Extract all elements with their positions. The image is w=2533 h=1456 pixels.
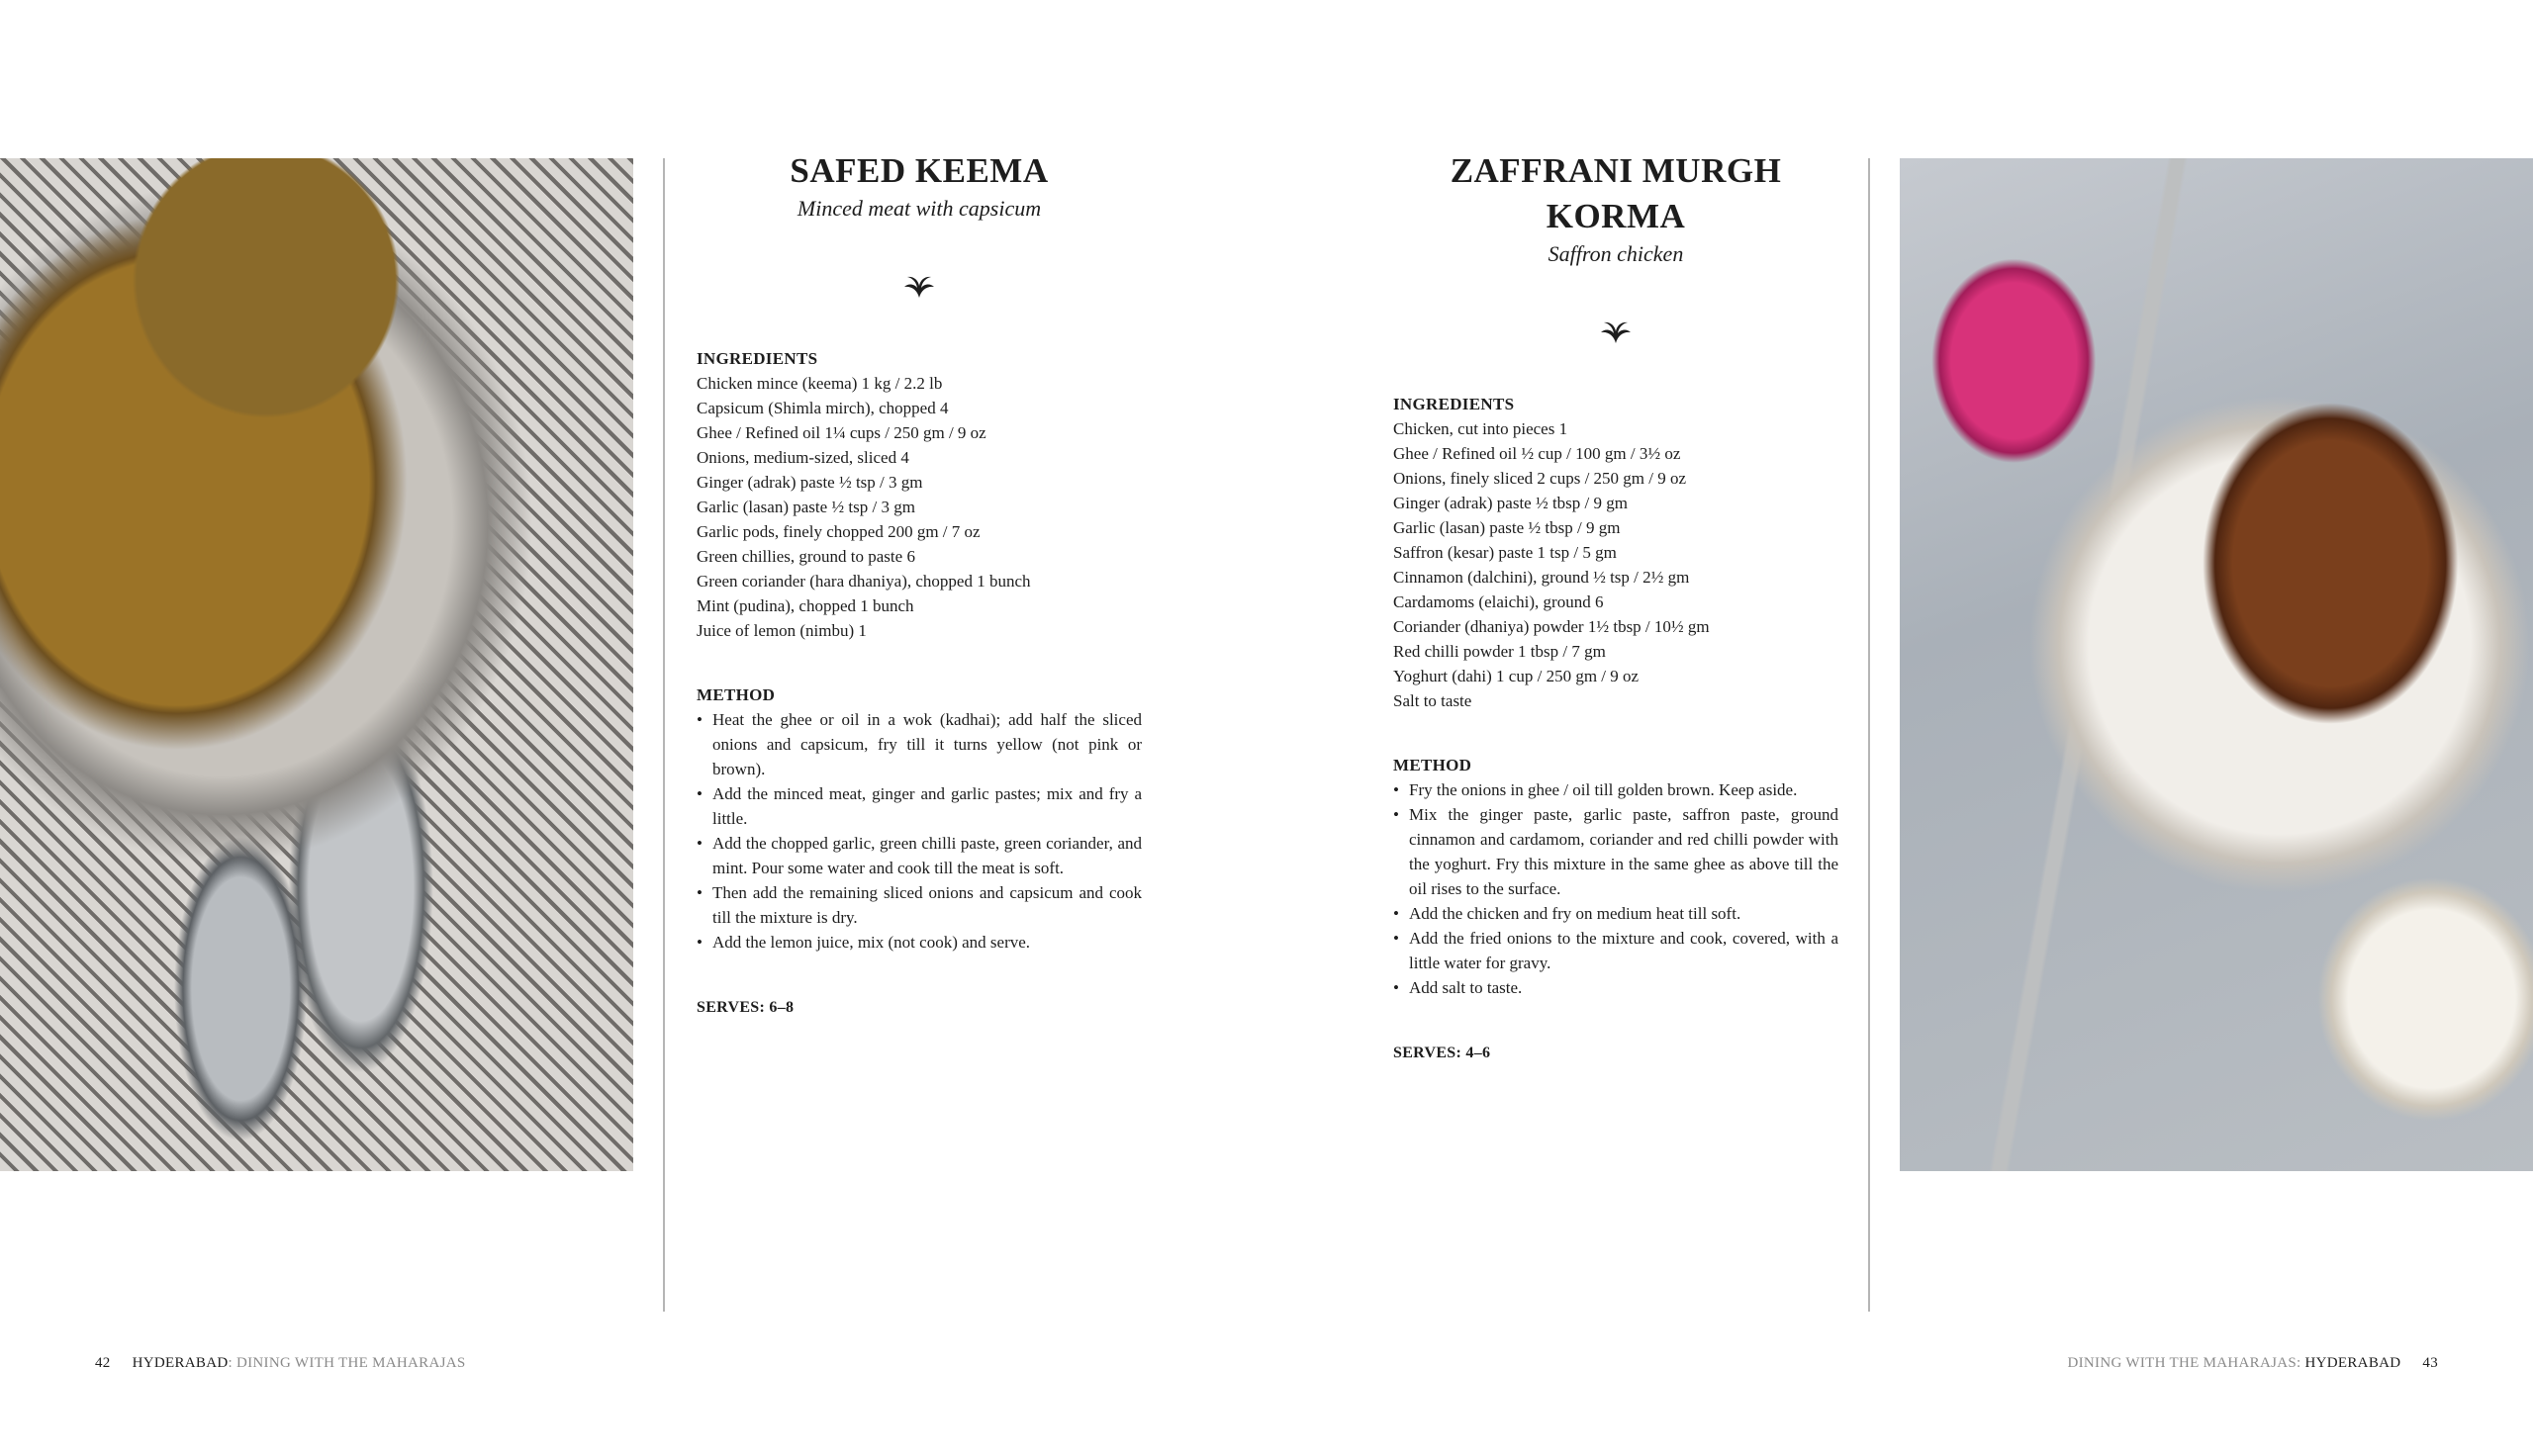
page-number: 43: [2422, 1355, 2438, 1371]
method-heading: METHOD: [697, 685, 776, 704]
ingredient-item: Ghee / Refined oil 1¼ cups / 250 gm / 9 oz: [697, 423, 986, 442]
recipe-title: ZAFFRANI MURGH KORMA: [1450, 151, 1782, 235]
fleuron-icon: [1393, 317, 1838, 356]
photo-safed-keema: [0, 158, 633, 1171]
footer-left: [95, 1355, 466, 1372]
ingredient-item: Yoghurt (dahi) 1 cup / 250 gm / 9 oz: [1393, 667, 1640, 685]
method-steps: [1393, 777, 1838, 1000]
ingredient-item: Green coriander (hara dhaniya), chopped 1 bunch: [697, 572, 1031, 591]
ingredient-item: Garlic (lasan) paste ½ tbsp / 9 gm: [1393, 518, 1621, 537]
ingredient-item: Onions, finely sliced 2 cups / 250 gm / 9 oz: [1393, 469, 1687, 488]
method-step: • Heat the ghee or oil in a wok (kadhai); add half the sliced onions and capsicum, fry till it turns yellow (not pink or brown).: [697, 707, 1142, 781]
ingredients-list: [697, 371, 1142, 643]
method-step: • Then add the remaining sliced onions and capsicum and cook till the mixture is dry.: [697, 880, 1142, 930]
ingredient-item: Green chillies, ground to paste 6: [697, 547, 915, 566]
method-section: [1393, 753, 1838, 1000]
ingredient-item: Cardamoms (elaichi), ground 6: [1393, 592, 1604, 611]
fleuron-icon: [697, 271, 1142, 311]
method-step: • Add the lemon juice, mix (not cook) and serve.: [697, 930, 1142, 955]
footer-book-title: : DINING WITH THE MAHARAJAS: [228, 1355, 466, 1371]
footer-book-title: DINING WITH THE MAHARAJAS:: [2067, 1355, 2305, 1371]
ingredient-item: Red chilli powder 1 tbsp / 7 gm: [1393, 642, 1606, 661]
divider-left: [663, 158, 665, 1312]
method-step: • Add salt to taste.: [1393, 975, 1838, 1000]
ingredient-item: Ghee / Refined oil ½ cup / 100 gm / 3½ oz: [1393, 444, 1681, 463]
footer-section: HYDERABAD: [132, 1355, 229, 1371]
method-step: • Add the chopped garlic, green chilli paste, green coriander, and mint. Pour some water and cook till the meat is soft.: [697, 831, 1142, 880]
method-heading: METHOD: [1393, 756, 1472, 774]
ingredient-item: Saffron (kesar) paste 1 tsp / 5 gm: [1393, 543, 1617, 562]
ingredient-item: Juice of lemon (nimbu) 1: [697, 621, 867, 640]
ingredients-heading: INGREDIENTS: [1393, 395, 1515, 413]
serves-label: SERVES: 4–6: [1393, 1045, 1491, 1061]
ingredient-item: Cinnamon (dalchini), ground ½ tsp / 2½ gm: [1393, 568, 1690, 587]
ingredients-heading: INGREDIENTS: [697, 349, 818, 368]
ingredient-item: Garlic pods, finely chopped 200 gm / 7 oz: [697, 522, 981, 541]
ingredient-item: Ginger (adrak) paste ½ tsp / 3 gm: [697, 473, 923, 492]
ingredient-item: Ginger (adrak) paste ½ tbsp / 9 gm: [1393, 494, 1628, 512]
ingredient-item: Chicken, cut into pieces 1: [1393, 419, 1568, 438]
footer-section: HYDERABAD: [2304, 1355, 2401, 1371]
recipe-subtitle: Saffron chicken: [1548, 241, 1684, 266]
page-number: 42: [95, 1355, 111, 1371]
ingredient-item: Capsicum (Shimla mirch), chopped 4: [697, 399, 949, 417]
divider-right: [1868, 158, 1870, 1312]
recipe-safed-keema: [697, 148, 1142, 1017]
ingredient-item: Garlic (lasan) paste ½ tsp / 3 gm: [697, 498, 915, 516]
method-section: [697, 682, 1142, 955]
ingredient-item: Salt to taste: [1393, 691, 1472, 710]
method-step: • Add the minced meat, ginger and garlic pastes; mix and fry a little.: [697, 781, 1142, 831]
ingredient-item: Mint (pudina), chopped 1 bunch: [697, 596, 914, 615]
ingredients-list: [1393, 416, 1838, 713]
serves-label: SERVES: 6–8: [697, 999, 795, 1016]
ingredient-item: Coriander (dhaniya) powder 1½ tbsp / 10½ gm: [1393, 617, 1710, 636]
recipe-subtitle: Minced meat with capsicum: [797, 196, 1042, 221]
ingredient-item: Chicken mince (keema) 1 kg / 2.2 lb: [697, 374, 943, 393]
photo-saffron-chicken: [1900, 158, 2533, 1171]
footer-right: [2067, 1355, 2438, 1372]
method-step: • Fry the onions in ghee / oil till golden brown. Keep aside.: [1393, 777, 1838, 802]
method-step: • Add the fried onions to the mixture and cook, covered, with a little water for gravy.: [1393, 926, 1838, 975]
recipe-zaffrani-murgh-korma: [1393, 148, 1838, 1062]
method-step: • Mix the ginger paste, garlic paste, saffron paste, ground cinnamon and cardamom, coriander and red chilli powder with the yoghurt. Fry this mixture in the same ghee as above till the oil rises to the surface.: [1393, 802, 1838, 901]
recipe-title: SAFED KEEMA: [790, 151, 1049, 190]
method-steps: [697, 707, 1142, 955]
ingredient-item: Onions, medium-sized, sliced 4: [697, 448, 909, 467]
method-step: • Add the chicken and fry on medium heat till soft.: [1393, 901, 1838, 926]
